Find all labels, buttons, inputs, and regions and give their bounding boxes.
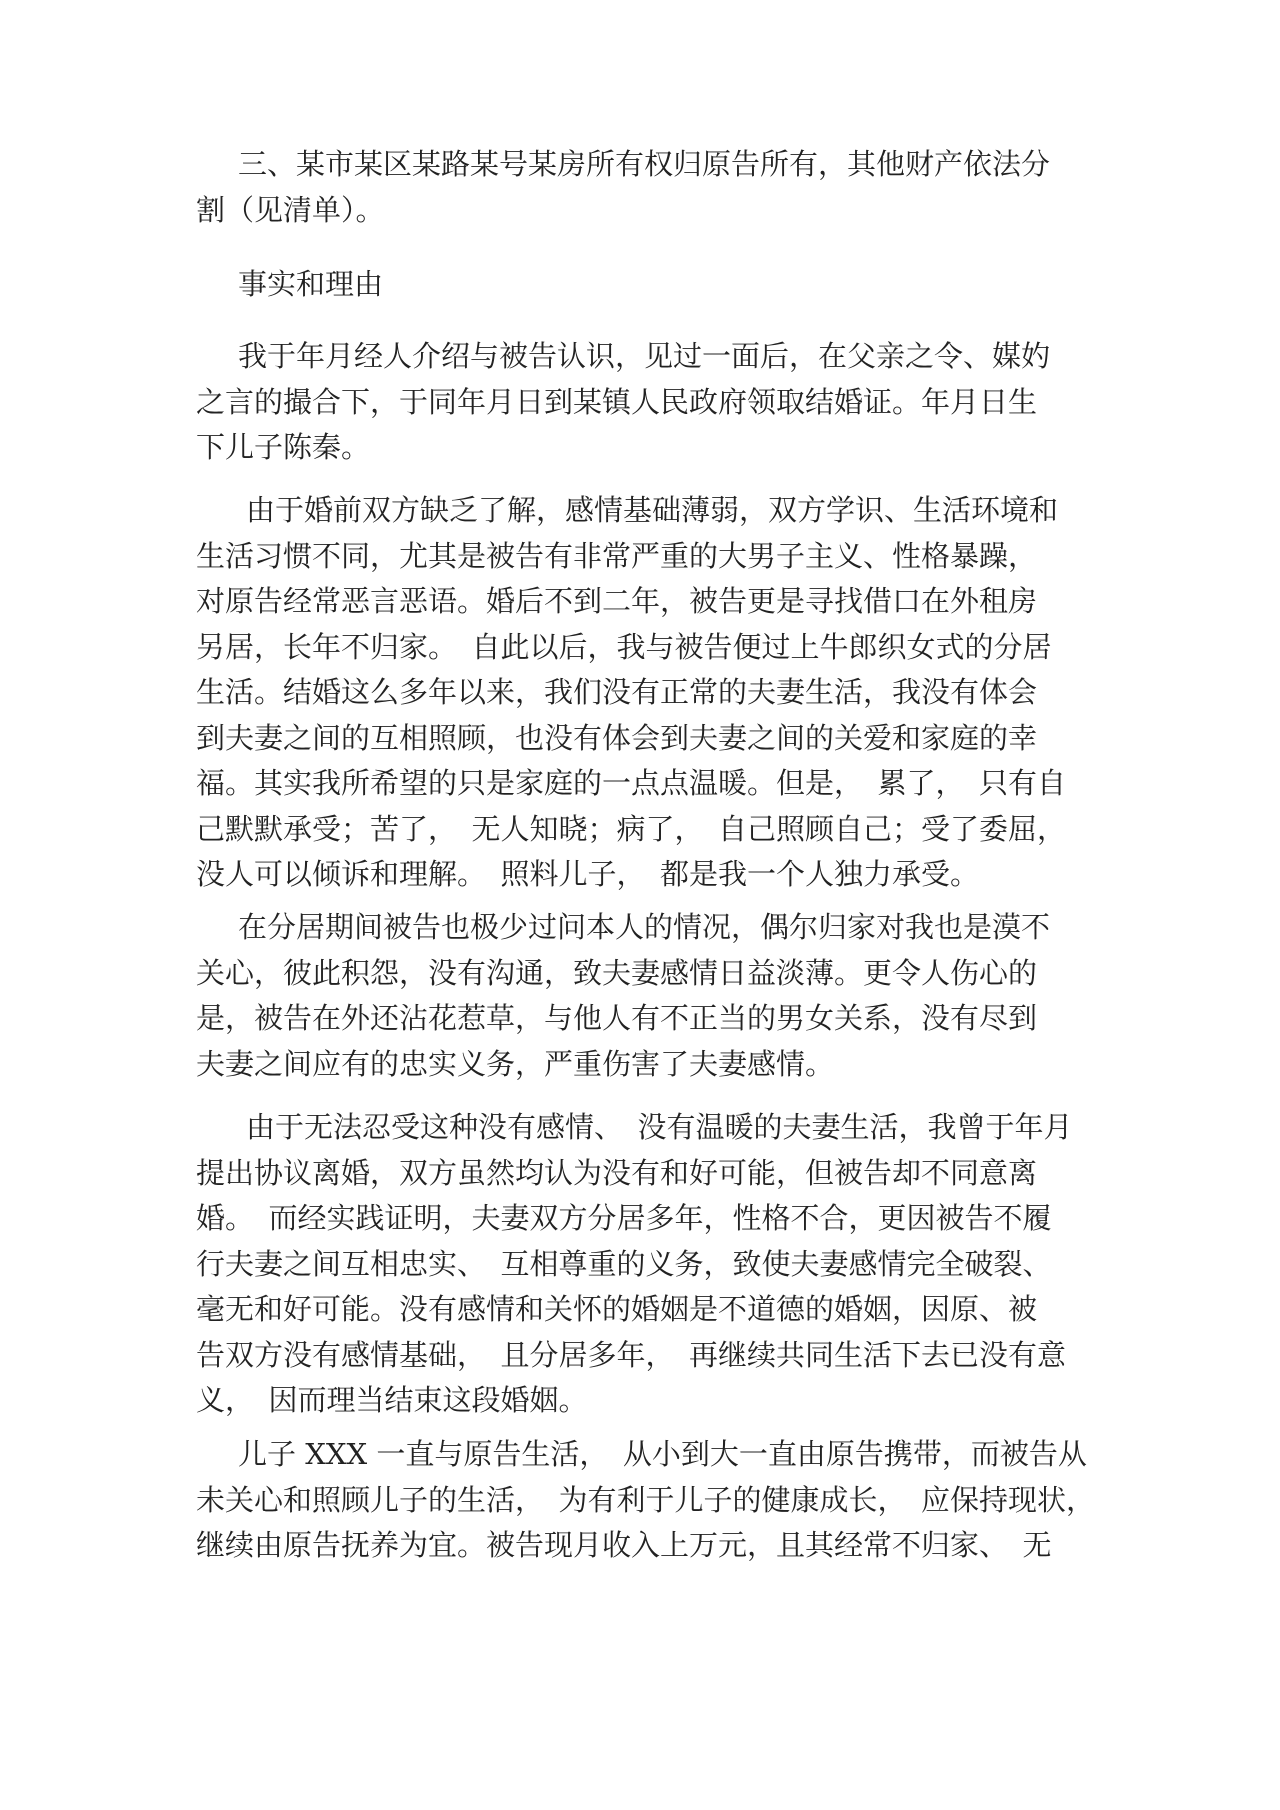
text-line: 三、某市某区某路某号某房所有权归原告所有，其他财产依法分	[238, 147, 1051, 181]
section-heading-facts-reasons	[196, 262, 1096, 308]
text-line: 下儿子陈秦。	[196, 430, 371, 464]
text-line: 儿子 XXX 一直与原告生活， 从小到大一直由原告携带，而被告从	[238, 1437, 1087, 1471]
text-line: 福。其实我所希望的只是家庭的一点点温暖。但是， 累了， 只有自	[196, 766, 1067, 800]
text-line: 提出协议离婚，双方虽然均认为没有和好可能，但被告却不同意离	[196, 1155, 1038, 1190]
paragraph-child-custody	[196, 1432, 1096, 1569]
text-line: 没人可以倾诉和理解。 照料儿子， 都是我一个人独力承受。	[196, 857, 980, 891]
text-line: 行夫妻之间互相忠实、 互相尊重的义务，致使夫妻感情完全破裂、	[196, 1246, 1052, 1281]
text-line: 由于婚前双方缺乏了解，感情基础薄弱，双方学识、生活环境和	[246, 493, 1059, 527]
text-line: 到夫妻之间的互相照顾，也没有体会到夫妻之间的关爱和家庭的幸	[196, 720, 1038, 755]
text-line: 事实和理由	[238, 267, 384, 301]
text-line: 之言的撮合下，于同年月日到某镇人民政府领取结婚证。年月日生	[196, 384, 1038, 419]
text-line: 己默默承受；苦了， 无人知晓；病了， 自己照顾自己；受了委屈，	[196, 811, 1067, 846]
paragraph-marriage-background	[196, 334, 1096, 471]
paragraph-separation-period	[196, 905, 1096, 1087]
text-line: 割（见清单）。	[196, 192, 385, 227]
paragraph-property-clause	[196, 142, 1096, 233]
text-line: 毫无和好可能。没有感情和关怀的婚姻是不道德的婚姻，因原、被	[196, 1292, 1038, 1326]
paragraph-divorce-grounds	[196, 1105, 1096, 1424]
text-line: 婚。 而经实践证明，夫妻双方分居多年，性格不合，更因被告不履	[196, 1201, 1052, 1235]
text-line: 生活。结婚这么多年以来，我们没有正常的夫妻生活，我没有体会	[196, 675, 1038, 709]
text-line: 生活习惯不同，尤其是被告有非常严重的大男子主义、性格暴躁，	[196, 538, 1038, 573]
text-line: 继续由原告抚养为宜。被告现月收入上万元，且其经常不归家、 无	[196, 1528, 1052, 1562]
text-line: 告双方没有感情基础， 且分居多年， 再继续共同生活下去已没有意	[196, 1337, 1067, 1372]
text-line: 对原告经常恶言恶语。婚后不到二年，被告更是寻找借口在外租房	[196, 584, 1038, 618]
text-line: 夫妻之间应有的忠实义务，严重伤害了夫妻感情。	[196, 1046, 835, 1081]
text-line: 关心，彼此积怨，没有沟通，致夫妻感情日益淡薄。更令人伤心的	[196, 955, 1038, 990]
text-line: 是，被告在外还沾花惹草，与他人有不正当的男女关系，没有尽到	[196, 1001, 1038, 1035]
text-line: 在分居期间被告也极少过问本人的情况，偶尔归家对我也是漠不	[238, 910, 1051, 944]
paragraph-relationship-breakdown	[196, 488, 1096, 898]
text-line: 我于年月经人介绍与被告认识，见过一面后，在父亲之令、媒妁	[238, 339, 1051, 373]
text-line: 由于无法忍受这种没有感情、 没有温暖的夫妻生活，我曾于年月	[246, 1110, 1073, 1144]
text-line: 另居，长年不归家。 自此以后，我与被告便过上牛郎织女式的分居	[196, 629, 1052, 664]
text-line: 义， 因而理当结束这段婚姻。	[196, 1383, 588, 1417]
text-line: 未关心和照顾儿子的生活， 为有利于儿子的健康成长， 应保持现状，	[196, 1482, 1096, 1517]
